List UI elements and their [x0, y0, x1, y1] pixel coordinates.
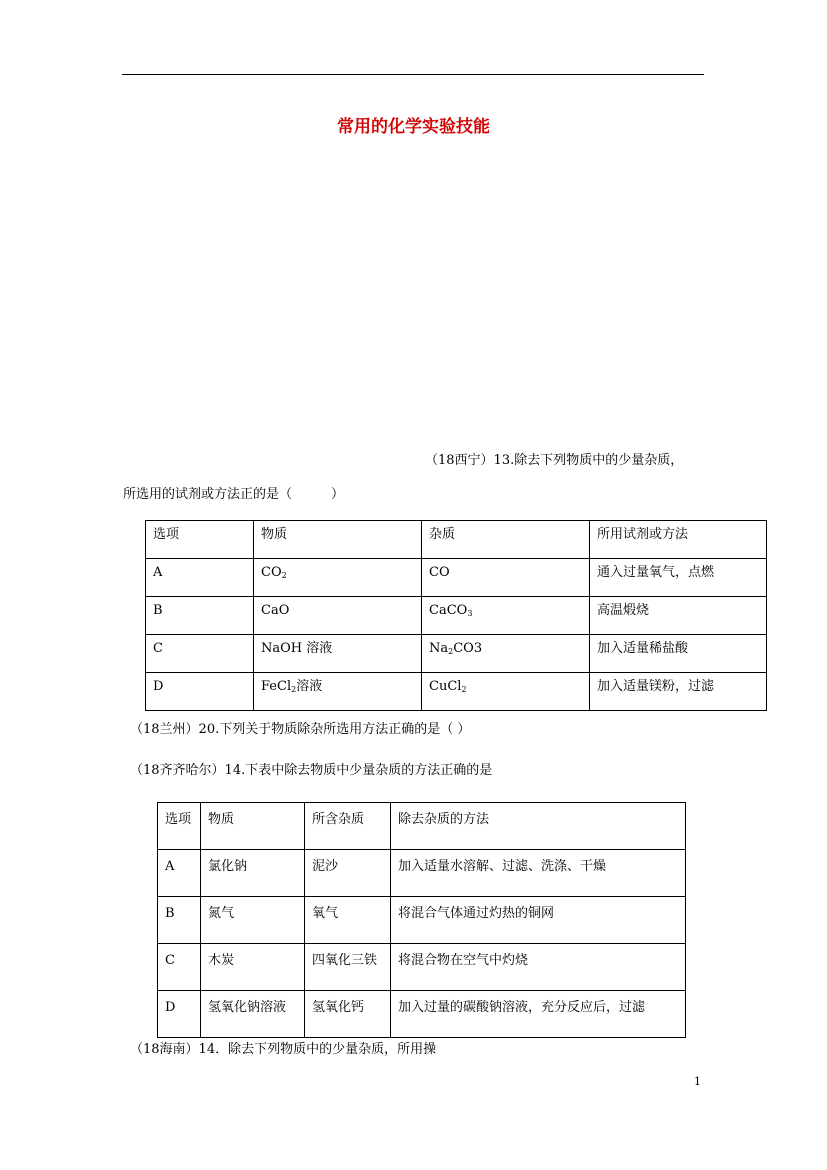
cell-method: 高温煅烧	[590, 597, 767, 635]
cell-substance: 氮气	[201, 897, 305, 944]
header-rule	[122, 74, 704, 75]
header-cell-substance: 物质	[201, 803, 305, 850]
cell-option: C	[146, 635, 254, 673]
cell-substance: NaOH 溶液	[254, 635, 422, 673]
table-header-row	[158, 803, 686, 850]
cell-method: 加入适量水溶解、过滤、洗涤、干燥	[391, 850, 686, 897]
header-cell-method: 所用试剂或方法	[590, 521, 767, 559]
cell-method: 加入适量镁粉，过滤	[590, 673, 767, 711]
header-cell-option: 选项	[158, 803, 201, 850]
cell-impurity: CaCO$_3$	[422, 597, 590, 635]
header-cell-method: 除去杂质的方法	[391, 803, 686, 850]
cell-method: 将混合物在空气中灼烧	[391, 944, 686, 991]
header-cell-option: 选项	[146, 521, 254, 559]
question-14-line: （18齐齐哈尔）14.下表中除去物质中少量杂质的方法正确的是	[130, 763, 493, 778]
table-row	[158, 897, 686, 944]
header-cell-impurity: 所含杂质	[305, 803, 391, 850]
table-row	[158, 850, 686, 897]
cell-substance: $CO_2$	[254, 559, 422, 597]
page-number: 1	[694, 1075, 701, 1088]
cell-impurity: 氢氧化钙	[305, 991, 391, 1038]
cell-option: D	[146, 673, 254, 711]
cell-substance: CaO	[254, 597, 422, 635]
cell-method: 加入过量的碳酸钠溶液，充分反应后，过滤	[391, 991, 686, 1038]
cell-impurity: CuCl$_2$	[422, 673, 590, 711]
cell-impurity: $Na_2CO3$	[422, 635, 590, 673]
cell-impurity: 泥沙	[305, 850, 391, 897]
cell-option: B	[146, 597, 254, 635]
header-cell-substance: 物质	[254, 521, 422, 559]
cell-impurity: 四氧化三铁	[305, 944, 391, 991]
table-row	[146, 635, 767, 673]
question-13-line2: 所选用的试剂或方法正的是（ ）	[123, 487, 345, 502]
cell-impurity: 氧气	[305, 897, 391, 944]
cell-substance: 氢氧化钠溶液	[201, 991, 305, 1038]
question-20-line: （18兰州）20.下列关于物质除杂所选用方法正确的是（ ）	[130, 722, 471, 737]
cell-option: A	[146, 559, 254, 597]
cell-substance: FeCl$_2$溶液	[254, 673, 422, 711]
cell-method: 将混合气体通过灼热的铜网	[391, 897, 686, 944]
cell-option: C	[158, 944, 201, 991]
question-hainan-line: （18海南）14．除去下列物质中的少量杂质，所用操	[130, 1042, 437, 1057]
question-13-line1: （18西宁）13.除去下列物质中的少量杂质，	[425, 453, 684, 468]
cell-method: 通入过量氧气，点燃	[590, 559, 767, 597]
cell-option: D	[158, 991, 201, 1038]
table-row	[158, 944, 686, 991]
cell-substance: 木炭	[201, 944, 305, 991]
table-header-row	[146, 521, 767, 559]
table-row	[146, 673, 767, 711]
cell-method: 加入适量稀盐酸	[590, 635, 767, 673]
table-xining	[145, 520, 767, 711]
cell-impurity: CO	[422, 559, 590, 597]
cell-option: B	[158, 897, 201, 944]
table-row	[146, 597, 767, 635]
table-row	[146, 559, 767, 597]
table-row	[158, 991, 686, 1038]
header-cell-impurity: 杂质	[422, 521, 590, 559]
cell-substance: 氯化钠	[201, 850, 305, 897]
cell-option: A	[158, 850, 201, 897]
page-title: 常用的化学实验技能	[337, 117, 490, 137]
table-qiqihaer	[157, 802, 686, 1038]
